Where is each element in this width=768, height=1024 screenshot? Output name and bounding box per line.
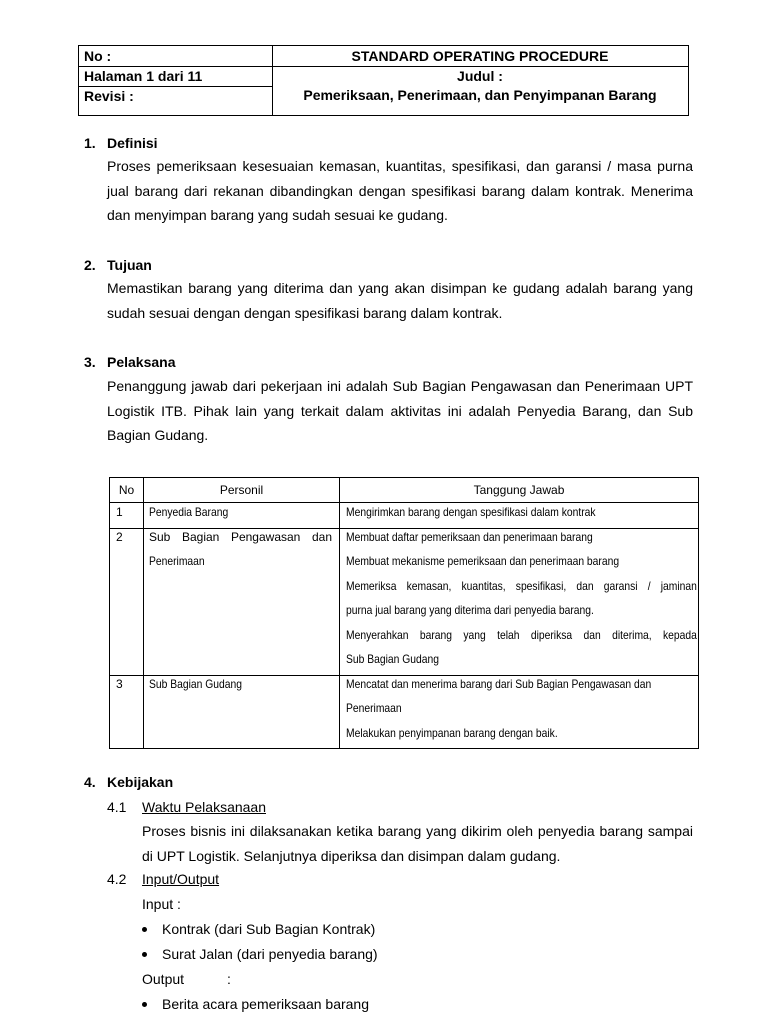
output-label: Output: [142, 971, 185, 987]
task-line: purna jual barang yang diterima dari penyedia barang.: [346, 603, 594, 617]
personil-cell: Sub Bagian Pengawasan dan: [149, 530, 332, 544]
column-divider: [339, 478, 340, 748]
section-title: Pelaksana: [107, 354, 176, 370]
subsection-number: 4.2: [107, 871, 127, 887]
task-line: Menyerahkan barang yang telah diperiksa dan diterima, kepada: [346, 628, 697, 642]
row-number: 2: [116, 530, 123, 544]
doc-type: STANDARD OPERATING PROCEDURE: [351, 48, 609, 64]
output-colon: :: [227, 971, 231, 987]
task-line: Membuat mekanisme pemeriksaan dan penerimaan barang: [346, 554, 620, 568]
task-line: Mencatat dan menerima barang dari Sub Bagian Pengawasan dan: [346, 677, 652, 691]
section-number: 1.: [84, 135, 96, 151]
section-title: Tujuan: [107, 257, 152, 273]
personil-cell: Penerimaan: [149, 554, 205, 568]
section-number: 3.: [84, 354, 96, 370]
tujuan-text: Memastikan barang yang diterima dan yang akan disimpan ke gudang adalah barang yang sudah sesuai dengan dengan spesifikasi barang dalam kontrak.: [107, 280, 693, 321]
column-header-tanggung-jawab: Tanggung Jawab: [473, 483, 565, 497]
definisi-text: Proses pemeriksaan kesesuaian kemasan, kuantitas, spesifikasi, dan garansi / masa purna jual barang dari rekanan dibandingkan dengan spesifikasi barang dalam kontrak. Menerima dan menyimpan barang yang sudah sesuai ke gudang.: [107, 158, 693, 223]
subsection-title-waktu: Waktu Pelaksanaan: [142, 799, 266, 815]
personil-cell: Sub Bagian Gudang: [149, 677, 242, 691]
input-label: Input :: [142, 896, 181, 912]
input-item: Surat Jalan (dari penyedia barang): [162, 946, 378, 962]
doc-title: Pemeriksaan, Penerimaan, dan Penyimpanan Barang: [303, 87, 657, 103]
task-line: Membuat daftar pemeriksaan dan penerimaan barang: [346, 530, 593, 544]
input-item: Kontrak (dari Sub Bagian Kontrak): [162, 921, 376, 937]
task-line: Mengirimkan barang dengan spesifikasi dalam kontrak: [346, 505, 596, 519]
section-number: 4.: [84, 774, 96, 790]
bullet-icon: [142, 1002, 147, 1007]
section-title: Kebijakan: [107, 774, 174, 790]
bullet-icon: [142, 927, 147, 932]
output-item: Berita acara pemeriksaan barang: [162, 996, 370, 1012]
subsection-title-io: Input/Output: [142, 871, 220, 887]
column-header-personil: Personil: [219, 483, 264, 497]
responsibility-table: [109, 477, 699, 749]
waktu-text: Proses bisnis ini dilaksanakan ketika barang yang dikirim oleh penyedia barang sampai di UPT Logistik. Selanjutnya diperiksa dan disimpan dalam gudang.: [142, 823, 693, 864]
section-title: Definisi: [107, 135, 158, 151]
task-line: Penerimaan: [346, 701, 402, 715]
page-count: Halaman 1 dari 11: [84, 68, 203, 84]
task-line: Melakukan penyimpanan barang dengan baik.: [346, 726, 558, 740]
subsection-number: 4.1: [107, 799, 127, 815]
column-divider: [143, 478, 144, 748]
judul-label: Judul :: [457, 68, 503, 84]
bullet-icon: [142, 952, 147, 957]
personil-cell: Penyedia Barang: [149, 505, 229, 519]
row-number: 1: [116, 505, 123, 519]
section-number: 2.: [84, 257, 96, 273]
revision-label: Revisi :: [84, 88, 134, 104]
doc-number-label: No :: [84, 48, 112, 64]
sop-header-table: [78, 45, 689, 116]
pelaksana-text: Penanggung jawab dari pekerjaan ini adalah Sub Bagian Pengawasan dan Penerimaan UPT Logistik ITB. Pihak lain yang terkait dalam aktivitas ini adalah Penyedia Barang, dan Sub Bagian Gudang.: [107, 378, 693, 443]
task-line: Sub Bagian Gudang: [346, 652, 439, 666]
row-number: 3: [116, 677, 123, 691]
task-line: Memeriksa kemasan, kuantitas, spesifikasi, dan garansi / jaminan: [346, 579, 697, 593]
column-header-no: No: [118, 483, 135, 497]
